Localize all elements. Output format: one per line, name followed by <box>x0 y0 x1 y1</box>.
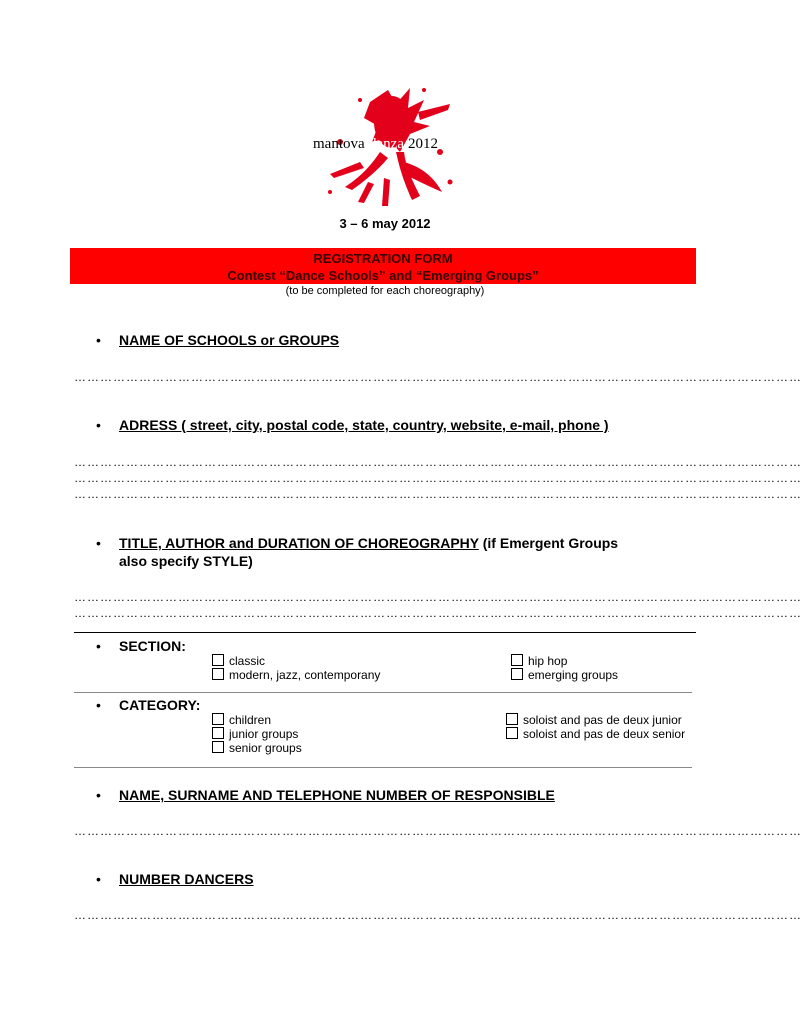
section-option-classic[interactable]: classic <box>212 654 265 668</box>
bullet-icon: • <box>96 697 101 713</box>
event-dates: 3 – 6 may 2012 <box>339 216 431 231</box>
completion-note: (to be completed for each choreography) <box>285 285 485 297</box>
checkbox-icon[interactable] <box>212 668 224 680</box>
address-input-line-3[interactable]: …………………………………………………………………………………………………………………………………………………… <box>74 487 802 501</box>
bullet-icon: • <box>96 417 101 433</box>
category-option-soloist-senior[interactable]: soloist and pas de deux senior <box>506 727 685 741</box>
logo-word-danza: danza <box>369 136 404 152</box>
checkbox-icon[interactable] <box>506 713 518 725</box>
address-input-line-2[interactable]: …………………………………………………………………………………………………………………………………………………… <box>74 471 802 485</box>
responsible-input-line[interactable]: …………………………………………………………………………………………………………………………………………………… <box>74 824 802 838</box>
address-input-line-1[interactable]: …………………………………………………………………………………………………………………………………………………… <box>74 455 802 469</box>
bullet-icon: • <box>96 787 101 803</box>
title-label: TITLE, AUTHOR and DURATION OF CHOREOGRAPHY <box>119 535 479 551</box>
name-label: NAME OF SCHOOLS or GROUPS <box>119 332 340 348</box>
category-option-senior-groups[interactable]: senior groups <box>212 741 302 755</box>
section-label: SECTION: <box>119 638 186 654</box>
banner-title: REGISTRATION FORM <box>313 251 453 266</box>
category-option-junior-groups[interactable]: junior groups <box>212 727 298 741</box>
title-note-line2: also specify STYLE) <box>119 553 253 569</box>
banner-subtitle: Contest “Dance Schools” and “Emerging Groups” <box>227 268 539 283</box>
bullet-icon: • <box>96 638 101 654</box>
category-label: CATEGORY: <box>119 697 201 713</box>
logo-word-mantova: mantova <box>313 136 365 152</box>
title-input-line-2[interactable]: …………………………………………………………………………………………………………………………………………………… <box>74 606 802 620</box>
section-option-modern[interactable]: modern, jazz, contemporany <box>212 668 380 682</box>
checkbox-icon[interactable] <box>506 727 518 739</box>
checkbox-icon[interactable] <box>212 741 224 753</box>
bullet-icon: • <box>96 871 101 887</box>
mantovadanza-logo <box>300 82 470 207</box>
checkbox-icon[interactable] <box>511 654 523 666</box>
logo-word-year: 2012 <box>408 136 438 152</box>
section-option-emerging[interactable]: emerging groups <box>511 668 618 682</box>
bullet-icon: • <box>96 332 101 348</box>
checkbox-icon[interactable] <box>212 727 224 739</box>
checkbox-icon[interactable] <box>212 654 224 666</box>
name-input-line[interactable]: …………………………………………………………………………………………………………………………………………………… <box>74 370 802 384</box>
registration-banner <box>70 248 696 284</box>
divider <box>74 767 692 768</box>
divider <box>74 692 692 693</box>
checkbox-icon[interactable] <box>511 668 523 680</box>
bullet-icon: • <box>96 535 101 551</box>
section-option-hiphop[interactable]: hip hop <box>511 654 567 668</box>
address-label: ADRESS ( street, city, postal code, state, country, website, e-mail, phone ) <box>119 417 609 433</box>
category-option-soloist-junior[interactable]: soloist and pas de deux junior <box>506 713 682 727</box>
responsible-label: NAME, SURNAME AND TELEPHONE NUMBER OF RESPONSIBLE <box>119 787 555 803</box>
dancers-input-line[interactable]: …………………………………………………………………………………………………………………………………………………… <box>74 908 802 922</box>
category-option-children[interactable]: children <box>212 713 271 727</box>
title-input-line-1[interactable]: …………………………………………………………………………………………………………………………………………………… <box>74 590 802 604</box>
dancers-label: NUMBER DANCERS <box>119 871 254 887</box>
title-note-line1: (if Emergent Groups <box>482 535 619 551</box>
divider <box>74 632 696 633</box>
checkbox-icon[interactable] <box>212 713 224 725</box>
